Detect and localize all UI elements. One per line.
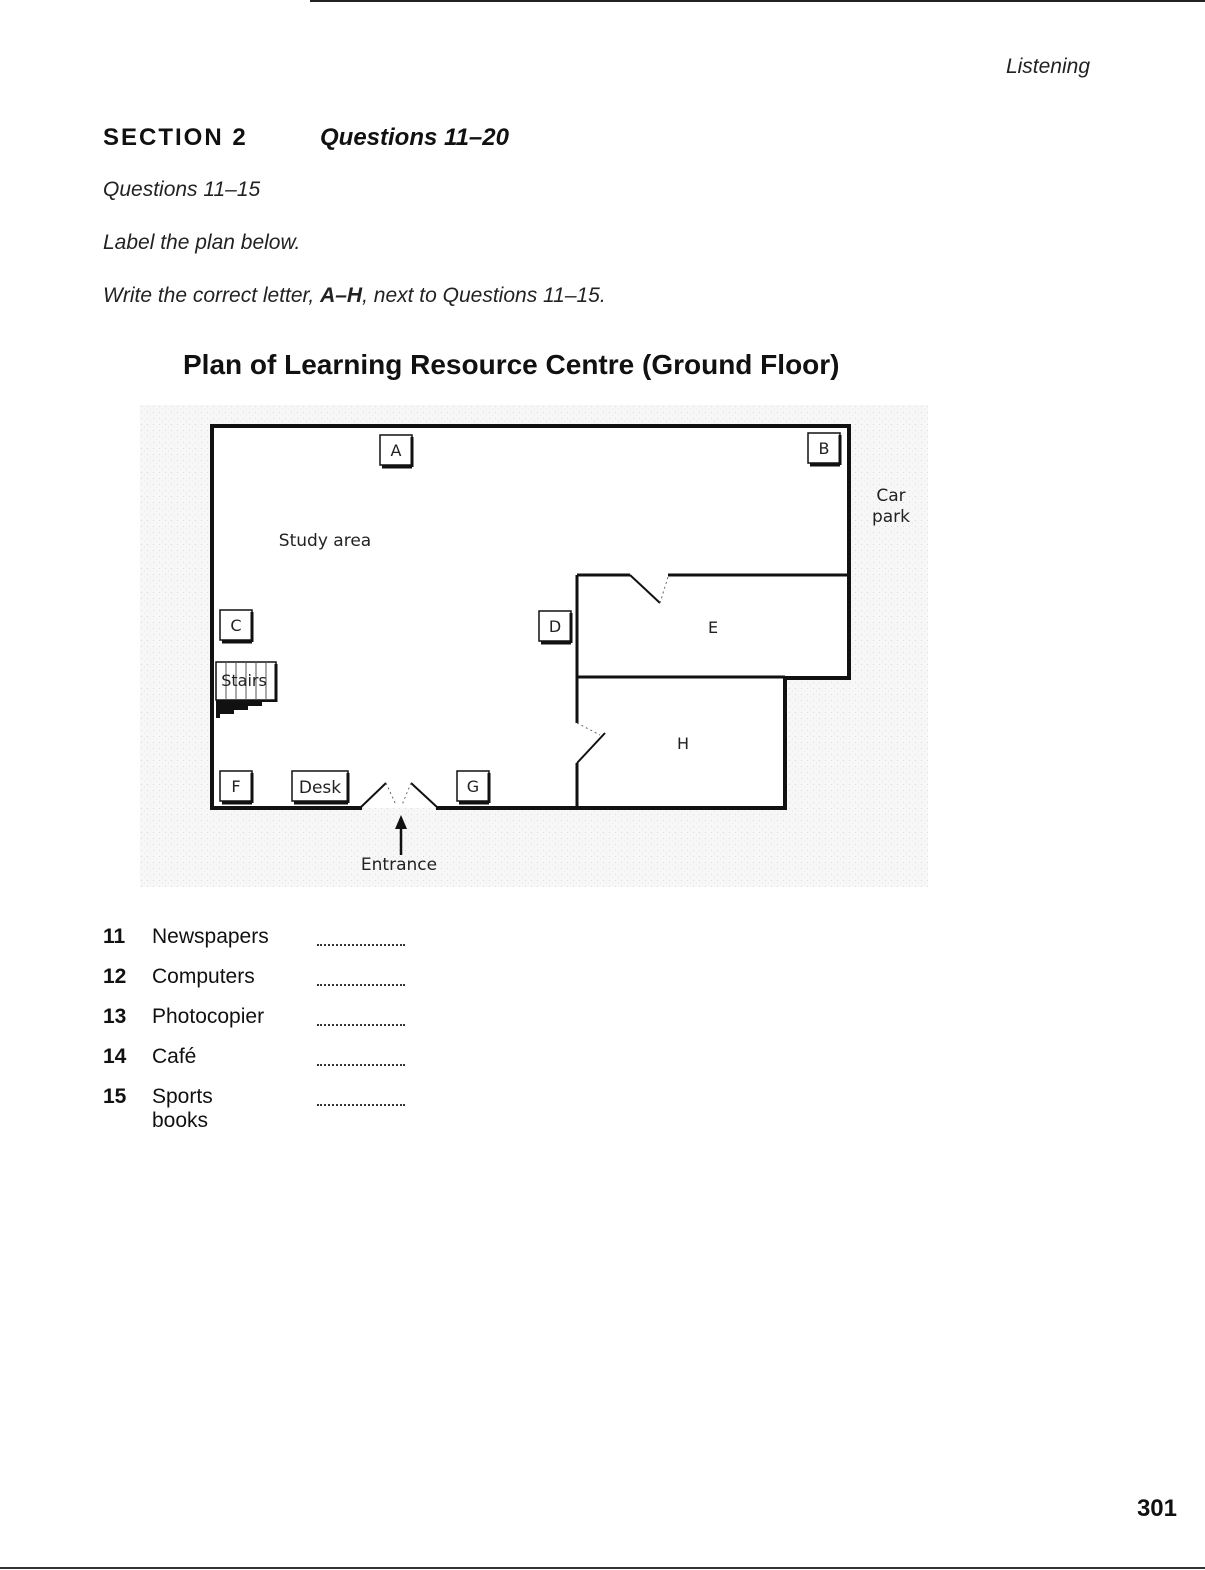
answer-blank[interactable] [317,1082,405,1106]
floor-plan [140,405,928,887]
question-label: Café [152,1045,197,1068]
section-label: SECTION 2 [103,124,248,151]
question-number: 15 [103,1085,127,1108]
plan-box-c [220,610,252,642]
plan-letter-a: A [390,441,402,460]
question-label: Newspapers [152,925,269,948]
page-number: 301 [1136,1495,1177,1522]
instruction-line-2-pre: Write the correct letter, [103,284,321,307]
plan-letter-h: H [676,734,690,753]
plan-box-f [220,771,252,803]
question-number: 13 [103,1005,127,1028]
plan-box-g [457,771,489,803]
entrance-label: Entrance [360,855,438,875]
answer-blank[interactable] [317,922,405,946]
question-label: Computers [152,965,255,988]
question-number: 11 [103,925,126,948]
answer-blank[interactable] [317,1042,405,1066]
plan-desk [292,771,348,803]
plan-letter-c: C [230,616,242,635]
plan-box-d [539,611,571,643]
question-number: 14 [103,1045,127,1068]
stairs-label: Stairs [221,671,267,690]
questions-subheading: Questions 11–15 [103,178,261,201]
question-label: Sports books [152,1085,213,1132]
answer-blank[interactable] [317,1002,405,1026]
study-area-label: Study area [278,531,372,551]
plan-letter-d: D [548,617,562,636]
instruction-line-1: Label the plan below. [103,231,301,254]
question-number: 12 [103,965,127,988]
floor-plan-drawing [140,405,928,887]
section-questions: Questions 11–20 [320,124,509,151]
running-title: Listening [1005,55,1090,78]
desk-label: Desk [298,778,342,798]
question-label: Photocopier [152,1005,265,1028]
bottom-rule [0,1567,1205,1569]
instruction-line-2-post: , next to Questions 11–15. [362,284,606,307]
plan-box-b [808,433,840,465]
plan-letter-f: F [231,777,241,796]
plan-letter-g: G [466,777,480,796]
park-label: park [871,507,911,527]
top-rule [310,0,1205,2]
car-label: Car [876,486,906,506]
plan-letter-e: E [707,618,719,637]
plan-box-a [380,435,412,467]
plan-letter-b: B [818,439,830,458]
instruction-line-2-bold: A–H [320,284,363,307]
plan-title: Plan of Learning Resource Centre (Ground Floor) [183,349,840,380]
instruction-line-2 [103,284,606,308]
answer-blank[interactable] [317,962,405,986]
